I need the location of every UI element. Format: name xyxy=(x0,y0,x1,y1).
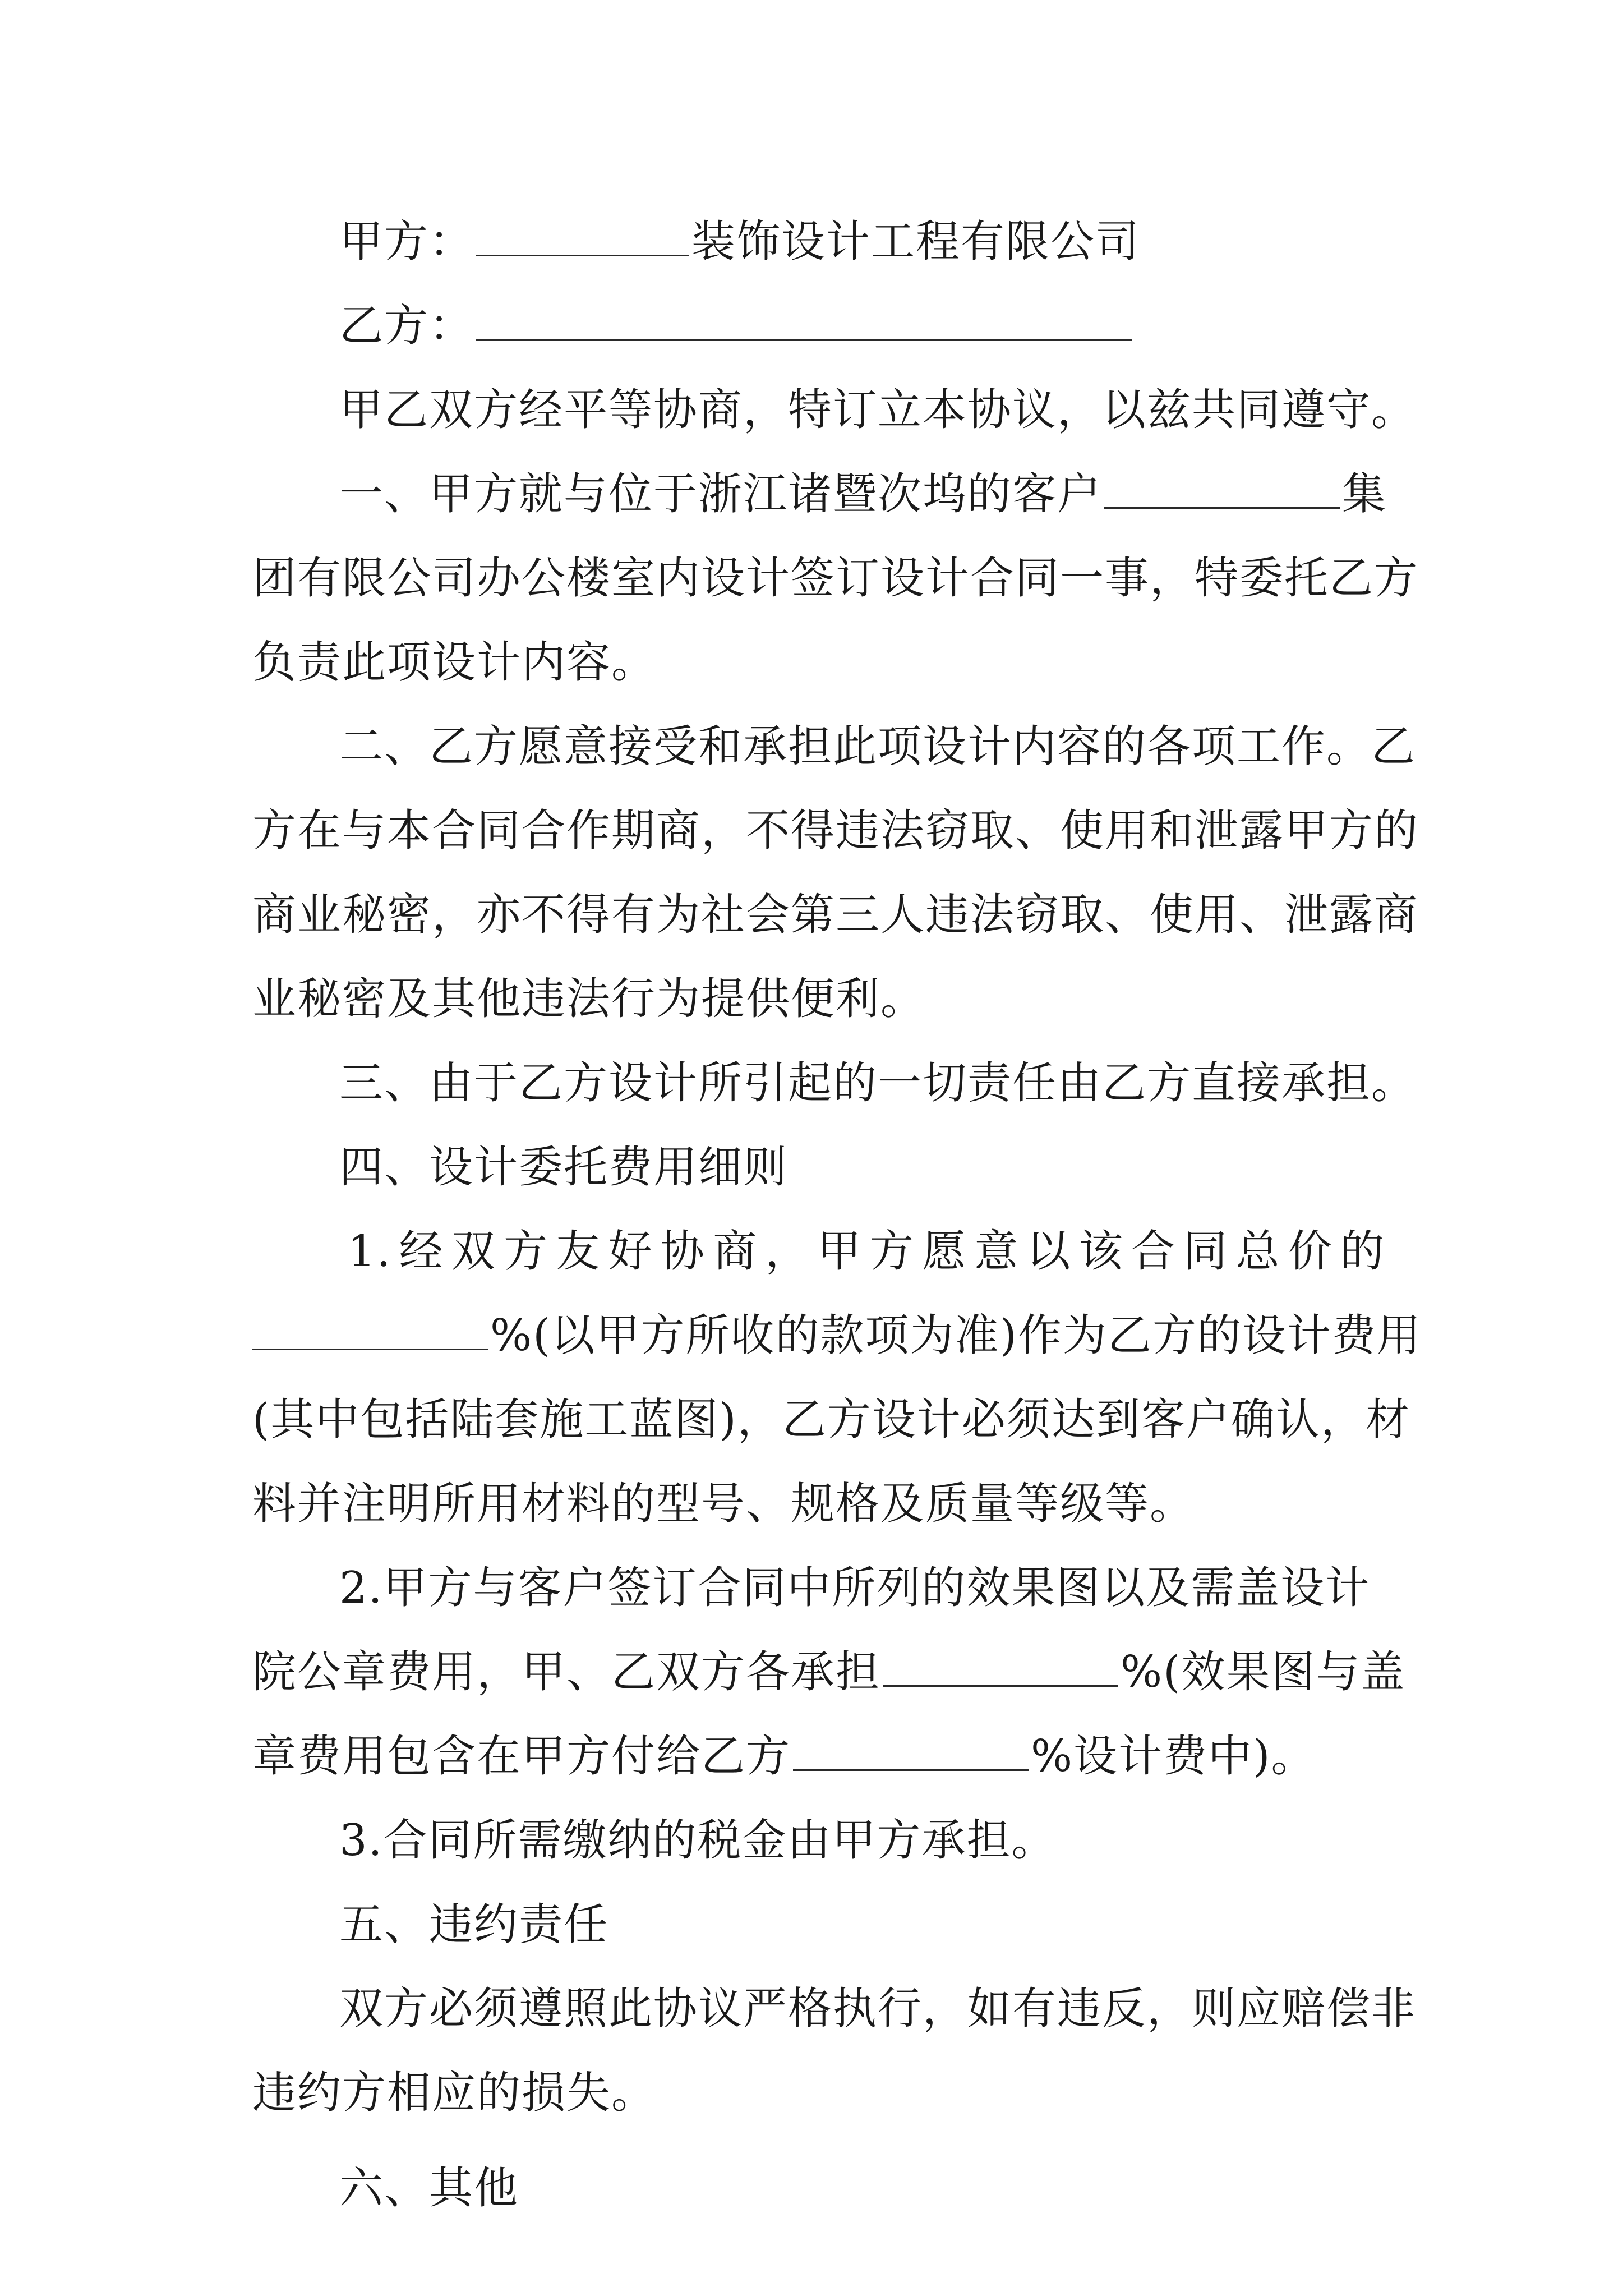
party-a-line xyxy=(339,217,1461,287)
clause4-item2-line2-text: 院公章费用，甲、乙双方各承担 xyxy=(252,1647,881,1697)
clause1-line1-end: 集 xyxy=(1342,469,1387,519)
party-b-line xyxy=(339,301,1461,371)
client-name-blank xyxy=(1104,473,1340,509)
clause5-line1: 双方必须遵照此协议严格执行，如有违反，则应赔偿非 xyxy=(339,1984,1417,2034)
clause1-line2: 团有限公司办公楼室内设计签订设计合同一事，特委托乙方 xyxy=(252,553,1419,604)
clause2-line1: 二、乙方愿意接受和承担此项设计内容的各项工作。乙 xyxy=(339,721,1417,772)
party-a-label: 甲方： xyxy=(339,217,474,267)
party-a-name-blank xyxy=(476,221,689,256)
clause4-item1-line3: (其中包括陆套施工蓝图)，乙方设计必须达到客户确认，材 xyxy=(252,1395,1410,1445)
clause4-item3: 3.合同所需缴纳的税金由甲方承担。 xyxy=(339,1815,1057,1866)
clause4-item2-line2-end: %(效果图与盖 xyxy=(1121,1647,1406,1697)
clause5-line2: 违约方相应的损失。 xyxy=(252,2068,657,2118)
clause4-item2-line3-text: 章费用包含在甲方付给乙方 xyxy=(252,1731,791,1782)
clause3-line: 三、由于乙方设计所引起的一切责任由乙方直接承担。 xyxy=(339,1058,1417,1108)
party-a-suffix: 装饰设计工程有限公司 xyxy=(691,217,1141,267)
clause4-item1-line2-text: %(以甲方所收的款项为准)作为乙方的设计费用 xyxy=(490,1310,1422,1361)
intro-line: 甲乙双方经平等协商，特订立本协议，以兹共同遵守。 xyxy=(339,385,1417,435)
clause1-line1 xyxy=(339,469,1461,540)
clause4-item1-line4: 料并注明所用材料的型号、规格及质量等级等。 xyxy=(252,1479,1195,1529)
share-percent-blank xyxy=(883,1651,1118,1687)
fee-percent-blank xyxy=(252,1315,488,1350)
clause1-line3: 负责此项设计内容。 xyxy=(252,637,657,688)
clause4-heading: 四、设计委托费用细则 xyxy=(339,1142,789,1193)
design-fee-percent-blank xyxy=(793,1736,1029,1771)
clause4-item2-line3-end: %设计费中)。 xyxy=(1031,1731,1316,1782)
clause4-item2-line3 xyxy=(252,1731,1374,1802)
clause4-item2-line2 xyxy=(252,1647,1406,1718)
clause4-item1-line2 xyxy=(252,1310,1422,1381)
clause1-line1-text: 一、甲方就与位于浙江诸暨次坞的客户 xyxy=(339,469,1103,519)
clause4-item2-line1: 2.甲方与客户签订合同中所列的效果图以及需盖设计 xyxy=(339,1563,1371,1613)
clause2-line3: 商业秘密，亦不得有为社会第三人违法窃取、使用、泄露商 xyxy=(252,890,1419,940)
clause5-heading: 五、违约责任 xyxy=(339,1899,609,1950)
party-b-name-blank xyxy=(476,305,1132,341)
clause2-line2: 方在与本合同合作期商，不得违法窃取、使用和泄露甲方的 xyxy=(252,806,1419,856)
clause6-heading: 六、其他 xyxy=(339,2163,519,2214)
clause2-line4: 业秘密及其他违法行为提供便利。 xyxy=(252,974,926,1024)
party-b-label: 乙方： xyxy=(339,301,474,351)
clause4-item1-line1: 1.经双方友好协商，甲方愿意以该合同总价的 xyxy=(348,1226,1385,1277)
